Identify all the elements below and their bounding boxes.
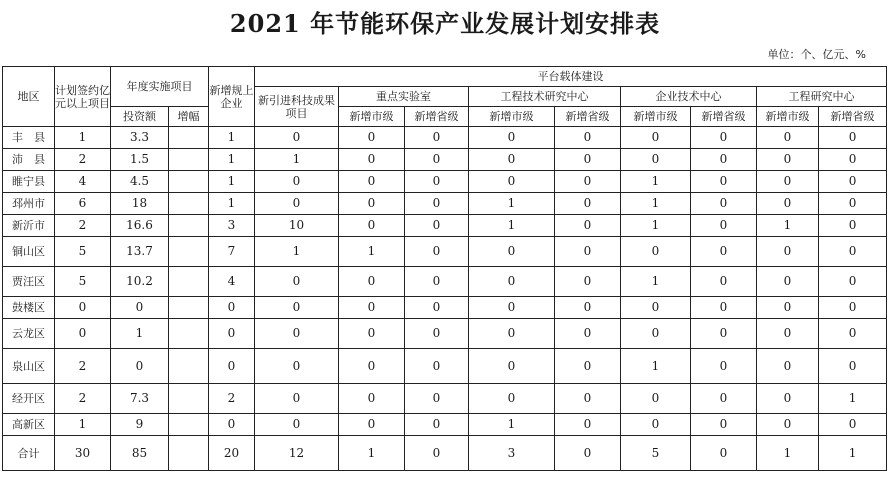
cell-erc_p: 0 — [819, 149, 887, 171]
cell-ent_p: 0 — [691, 171, 757, 193]
cell-ent_p: 0 — [691, 384, 757, 414]
cell-signed: 6 — [55, 193, 111, 215]
table-header — [3, 67, 887, 127]
cell-invest: 16.6 — [111, 215, 169, 237]
cell-lab_p: 0 — [405, 384, 469, 414]
cell-ent_p: 0 — [691, 297, 757, 319]
cell-lab_c: 0 — [339, 384, 405, 414]
header-eng-research-center: 工程研究中心 — [757, 87, 887, 107]
page-title: 2021 年节能环保产业发展计划安排表 — [229, 9, 661, 38]
cell-erc_c: 0 — [757, 267, 819, 297]
cell-invest: 4.5 — [111, 171, 169, 193]
cell-newent: 3 — [209, 215, 255, 237]
cell-erc_c: 0 — [757, 171, 819, 193]
cell-growth — [169, 215, 209, 237]
cell-tech: 0 — [255, 127, 339, 149]
table-body — [3, 127, 887, 471]
cell-etc_c: 1 — [469, 215, 555, 237]
cell-etc_p: 0 — [555, 414, 621, 436]
cell-etc_p: 0 — [555, 267, 621, 297]
cell-tech: 0 — [255, 297, 339, 319]
cell-newent: 0 — [209, 319, 255, 349]
cell-signed: 1 — [55, 127, 111, 149]
cell-region: 沛 县 — [3, 149, 55, 171]
cell-erc_p: 0 — [819, 414, 887, 436]
table-row — [3, 171, 887, 193]
cell-invest: 13.7 — [111, 237, 169, 267]
cell-tech: 10 — [255, 215, 339, 237]
cell-newent: 0 — [209, 349, 255, 384]
cell-erc_p: 0 — [819, 127, 887, 149]
total-signed: 30 — [55, 436, 111, 471]
table-row — [3, 384, 887, 414]
header-etc-province: 新增省级 — [555, 107, 621, 127]
cell-erc_p: 0 — [819, 215, 887, 237]
header-signed-projects: 计划签约亿元以上项目 — [55, 67, 111, 127]
cell-etc_c: 0 — [469, 297, 555, 319]
total-ent_c: 5 — [621, 436, 691, 471]
cell-erc_p: 0 — [819, 297, 887, 319]
table-row — [3, 215, 887, 237]
cell-lab_c: 0 — [339, 215, 405, 237]
cell-lab_p: 0 — [405, 193, 469, 215]
cell-invest: 18 — [111, 193, 169, 215]
cell-growth — [169, 127, 209, 149]
cell-lab_p: 0 — [405, 297, 469, 319]
cell-lab_p: 0 — [405, 171, 469, 193]
cell-etc_c: 0 — [469, 127, 555, 149]
cell-signed: 0 — [55, 319, 111, 349]
cell-region: 经开区 — [3, 384, 55, 414]
cell-ent_p: 0 — [691, 215, 757, 237]
cell-etc_c: 0 — [469, 319, 555, 349]
cell-etc_p: 0 — [555, 384, 621, 414]
cell-erc_c: 0 — [757, 349, 819, 384]
total-ent_p: 0 — [691, 436, 757, 471]
table-row — [3, 267, 887, 297]
cell-etc_c: 0 — [469, 349, 555, 384]
cell-etc_p: 0 — [555, 297, 621, 319]
cell-newent: 2 — [209, 384, 255, 414]
header-enterprise-tech-center: 企业技术中心 — [621, 87, 757, 107]
cell-invest: 0 — [111, 349, 169, 384]
cell-tech: 0 — [255, 171, 339, 193]
cell-etc_p: 0 — [555, 349, 621, 384]
cell-ent_c: 0 — [621, 297, 691, 319]
cell-erc_c: 0 — [757, 149, 819, 171]
cell-erc_p: 0 — [819, 349, 887, 384]
total-newent: 20 — [209, 436, 255, 471]
cell-region: 鼓楼区 — [3, 297, 55, 319]
cell-ent_c: 0 — [621, 414, 691, 436]
cell-lab_c: 0 — [339, 127, 405, 149]
cell-etc_p: 0 — [555, 237, 621, 267]
cell-tech: 1 — [255, 237, 339, 267]
cell-growth — [169, 267, 209, 297]
table-row — [3, 193, 887, 215]
header-new-enterprises: 新增规上企业 — [209, 67, 255, 127]
cell-ent_c: 1 — [621, 193, 691, 215]
cell-erc_c: 0 — [757, 319, 819, 349]
total-erc_c: 1 — [757, 436, 819, 471]
cell-erc_c: 0 — [757, 127, 819, 149]
cell-lab_c: 0 — [339, 349, 405, 384]
header-region: 地区 — [3, 67, 55, 127]
cell-ent_c: 1 — [621, 171, 691, 193]
cell-lab_c: 0 — [339, 414, 405, 436]
header-etc-city: 新增市级 — [469, 107, 555, 127]
cell-ent_c: 1 — [621, 215, 691, 237]
cell-etc_c: 0 — [469, 237, 555, 267]
cell-etc_c: 1 — [469, 193, 555, 215]
cell-erc_p: 0 — [819, 267, 887, 297]
cell-signed: 2 — [55, 349, 111, 384]
cell-newent: 1 — [209, 127, 255, 149]
header-ent-province: 新增省级 — [691, 107, 757, 127]
cell-growth — [169, 171, 209, 193]
cell-tech: 0 — [255, 267, 339, 297]
cell-etc_p: 0 — [555, 215, 621, 237]
cell-etc_c: 0 — [469, 149, 555, 171]
cell-newent: 4 — [209, 267, 255, 297]
header-lab-province: 新增省级 — [405, 107, 469, 127]
cell-growth — [169, 237, 209, 267]
cell-lab_p: 0 — [405, 319, 469, 349]
cell-region: 云龙区 — [3, 319, 55, 349]
cell-signed: 1 — [55, 414, 111, 436]
cell-ent_p: 0 — [691, 414, 757, 436]
cell-etc_p: 0 — [555, 319, 621, 349]
cell-invest: 1.5 — [111, 149, 169, 171]
total-lab_c: 1 — [339, 436, 405, 471]
cell-erc_c: 1 — [757, 215, 819, 237]
cell-lab_c: 0 — [339, 171, 405, 193]
cell-etc_p: 0 — [555, 149, 621, 171]
cell-newent: 0 — [209, 414, 255, 436]
cell-erc_p: 0 — [819, 193, 887, 215]
cell-etc_p: 0 — [555, 171, 621, 193]
cell-ent_c: 0 — [621, 237, 691, 267]
cell-erc_p: 0 — [819, 319, 887, 349]
cell-ent_p: 0 — [691, 127, 757, 149]
cell-region: 泉山区 — [3, 349, 55, 384]
cell-growth — [169, 349, 209, 384]
cell-lab_p: 0 — [405, 237, 469, 267]
header-investment: 投资额 — [111, 107, 169, 127]
cell-invest: 7.3 — [111, 384, 169, 414]
header-erc-city: 新增市级 — [757, 107, 819, 127]
header-lab-city: 新增市级 — [339, 107, 405, 127]
cell-region: 高新区 — [3, 414, 55, 436]
cell-ent_p: 0 — [691, 149, 757, 171]
cell-growth — [169, 414, 209, 436]
total-region: 合计 — [3, 436, 55, 471]
cell-region: 新沂市 — [3, 215, 55, 237]
cell-lab_c: 0 — [339, 149, 405, 171]
cell-ent_c: 0 — [621, 384, 691, 414]
cell-tech: 0 — [255, 384, 339, 414]
total-lab_p: 0 — [405, 436, 469, 471]
cell-lab_p: 0 — [405, 414, 469, 436]
header-erc-province: 新增省级 — [819, 107, 887, 127]
table-row — [3, 127, 887, 149]
cell-invest: 10.2 — [111, 267, 169, 297]
table-row — [3, 149, 887, 171]
cell-etc_p: 0 — [555, 127, 621, 149]
cell-signed: 4 — [55, 171, 111, 193]
cell-erc_c: 0 — [757, 237, 819, 267]
cell-lab_p: 0 — [405, 149, 469, 171]
table-row — [3, 237, 887, 267]
cell-erc_p: 0 — [819, 171, 887, 193]
header-tech-results: 新引进科技成果项目 — [255, 87, 339, 127]
cell-newent: 0 — [209, 297, 255, 319]
cell-region: 邳州市 — [3, 193, 55, 215]
header-growth: 增幅 — [169, 107, 209, 127]
cell-lab_p: 0 — [405, 267, 469, 297]
cell-ent_c: 0 — [621, 149, 691, 171]
cell-signed: 0 — [55, 297, 111, 319]
cell-region: 丰 县 — [3, 127, 55, 149]
table-row — [3, 414, 887, 436]
total-etc_c: 3 — [469, 436, 555, 471]
cell-signed: 5 — [55, 267, 111, 297]
total-tech: 12 — [255, 436, 339, 471]
cell-erc_p: 0 — [819, 237, 887, 267]
cell-region: 睢宁县 — [3, 171, 55, 193]
cell-lab_c: 1 — [339, 237, 405, 267]
cell-tech: 0 — [255, 319, 339, 349]
cell-growth — [169, 384, 209, 414]
cell-newent: 1 — [209, 149, 255, 171]
cell-newent: 1 — [209, 193, 255, 215]
table-row — [3, 297, 887, 319]
cell-erc_p: 1 — [819, 384, 887, 414]
cell-lab_p: 0 — [405, 349, 469, 384]
cell-invest: 3.3 — [111, 127, 169, 149]
cell-lab_p: 0 — [405, 127, 469, 149]
cell-ent_p: 0 — [691, 319, 757, 349]
header-annual-projects: 年度实施项目 — [111, 67, 209, 107]
cell-ent_p: 0 — [691, 193, 757, 215]
cell-etc_c: 0 — [469, 171, 555, 193]
cell-ent_c: 1 — [621, 267, 691, 297]
cell-growth — [169, 319, 209, 349]
cell-etc_c: 0 — [469, 267, 555, 297]
cell-ent_p: 0 — [691, 349, 757, 384]
total-erc_p: 1 — [819, 436, 887, 471]
table-row — [3, 349, 887, 384]
cell-erc_c: 0 — [757, 414, 819, 436]
cell-signed: 2 — [55, 215, 111, 237]
cell-lab_c: 0 — [339, 319, 405, 349]
total-growth — [169, 436, 209, 471]
cell-erc_c: 0 — [757, 297, 819, 319]
cell-tech: 1 — [255, 149, 339, 171]
cell-ent_c: 1 — [621, 349, 691, 384]
cell-lab_c: 0 — [339, 193, 405, 215]
cell-ent_c: 0 — [621, 127, 691, 149]
cell-tech: 0 — [255, 193, 339, 215]
cell-lab_p: 0 — [405, 215, 469, 237]
cell-ent_p: 0 — [691, 237, 757, 267]
table-row — [3, 319, 887, 349]
total-invest: 85 — [111, 436, 169, 471]
cell-signed: 2 — [55, 149, 111, 171]
cell-newent: 1 — [209, 171, 255, 193]
cell-lab_c: 0 — [339, 267, 405, 297]
cell-etc_c: 0 — [469, 384, 555, 414]
cell-invest: 0 — [111, 297, 169, 319]
cell-ent_p: 0 — [691, 267, 757, 297]
cell-growth — [169, 149, 209, 171]
header-ent-city: 新增市级 — [621, 107, 691, 127]
cell-growth — [169, 297, 209, 319]
cell-erc_c: 0 — [757, 193, 819, 215]
plan-table — [2, 66, 887, 471]
total-etc_p: 0 — [555, 436, 621, 471]
header-eng-tech-center: 工程技术研究中心 — [469, 87, 621, 107]
cell-region: 铜山区 — [3, 237, 55, 267]
total-row — [3, 436, 887, 471]
cell-invest: 9 — [111, 414, 169, 436]
cell-etc_p: 0 — [555, 193, 621, 215]
cell-invest: 1 — [111, 319, 169, 349]
cell-tech: 0 — [255, 349, 339, 384]
cell-signed: 5 — [55, 237, 111, 267]
cell-etc_c: 1 — [469, 414, 555, 436]
unit-note: 单位：个、亿元、% — [767, 48, 866, 61]
cell-tech: 0 — [255, 414, 339, 436]
cell-erc_c: 0 — [757, 384, 819, 414]
header-platform: 平台载体建设 — [255, 67, 887, 87]
cell-ent_c: 0 — [621, 319, 691, 349]
cell-signed: 2 — [55, 384, 111, 414]
cell-growth — [169, 193, 209, 215]
cell-lab_c: 0 — [339, 297, 405, 319]
cell-region: 贾汪区 — [3, 267, 55, 297]
header-key-lab: 重点实验室 — [339, 87, 469, 107]
cell-newent: 7 — [209, 237, 255, 267]
